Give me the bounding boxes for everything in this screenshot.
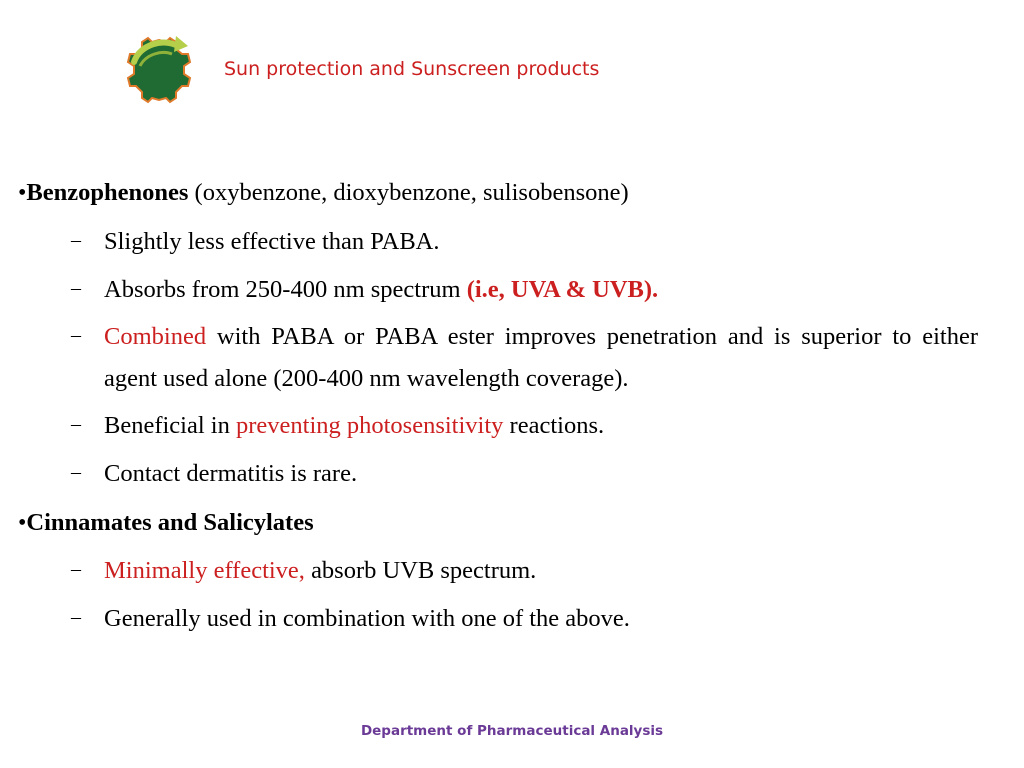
sub-item-text: Slightly less effective than PABA. bbox=[104, 228, 440, 255]
sub-item bbox=[104, 411, 604, 441]
sub-item-text: Generally used in combination with one of the above. bbox=[104, 605, 630, 632]
bullet-marker: • bbox=[18, 180, 27, 206]
sub-item-text: absorb UVB spectrum. bbox=[304, 557, 537, 584]
footer-department: Department of Pharmaceutical Analysis bbox=[360, 723, 664, 739]
sub-item-text: reactions. bbox=[503, 412, 605, 439]
sub-item bbox=[104, 316, 978, 400]
sub-item bbox=[104, 459, 357, 489]
sub-item-text: Absorbs from 250-400 nm spectrum bbox=[104, 276, 467, 303]
sub-item-text: Contact dermatitis is rare. bbox=[104, 460, 358, 487]
bullet-cinnamates bbox=[18, 508, 314, 538]
sub-item-highlight: Combined bbox=[104, 323, 207, 350]
dash-marker: – bbox=[71, 558, 81, 580]
slide-title: Sun protection and Sunscreen products bbox=[224, 58, 600, 80]
dash-marker: – bbox=[71, 324, 81, 346]
sub-item bbox=[104, 556, 536, 586]
sub-item bbox=[104, 604, 630, 634]
bullet-benzophenones bbox=[18, 178, 629, 208]
dash-marker: – bbox=[71, 229, 81, 251]
bullet-heading: Benzophenones bbox=[26, 179, 189, 206]
bullet-heading: Cinnamates and Salicylates bbox=[26, 509, 314, 536]
bullet-detail: (oxybenzone, dioxybenzone, sulisobensone) bbox=[188, 179, 629, 206]
dash-marker: – bbox=[71, 461, 81, 483]
dash-marker: – bbox=[71, 277, 81, 299]
sub-item-text: with PABA or PABA ester improves penetration and is superior to either agent used alone (200-400 nm wavelength coverage). bbox=[104, 323, 978, 392]
sub-item-highlight: (i.e, UVA & UVB). bbox=[466, 276, 659, 303]
sub-item bbox=[104, 227, 440, 257]
dash-marker: – bbox=[71, 413, 81, 435]
sub-item-highlight: Minimally effective, bbox=[104, 557, 305, 584]
sub-item-highlight: preventing photosensitivity bbox=[235, 412, 504, 439]
bullet-marker: • bbox=[18, 510, 27, 536]
sub-item bbox=[104, 275, 658, 305]
sub-item-text: Beneficial in bbox=[104, 412, 236, 439]
dash-marker: – bbox=[71, 606, 81, 628]
